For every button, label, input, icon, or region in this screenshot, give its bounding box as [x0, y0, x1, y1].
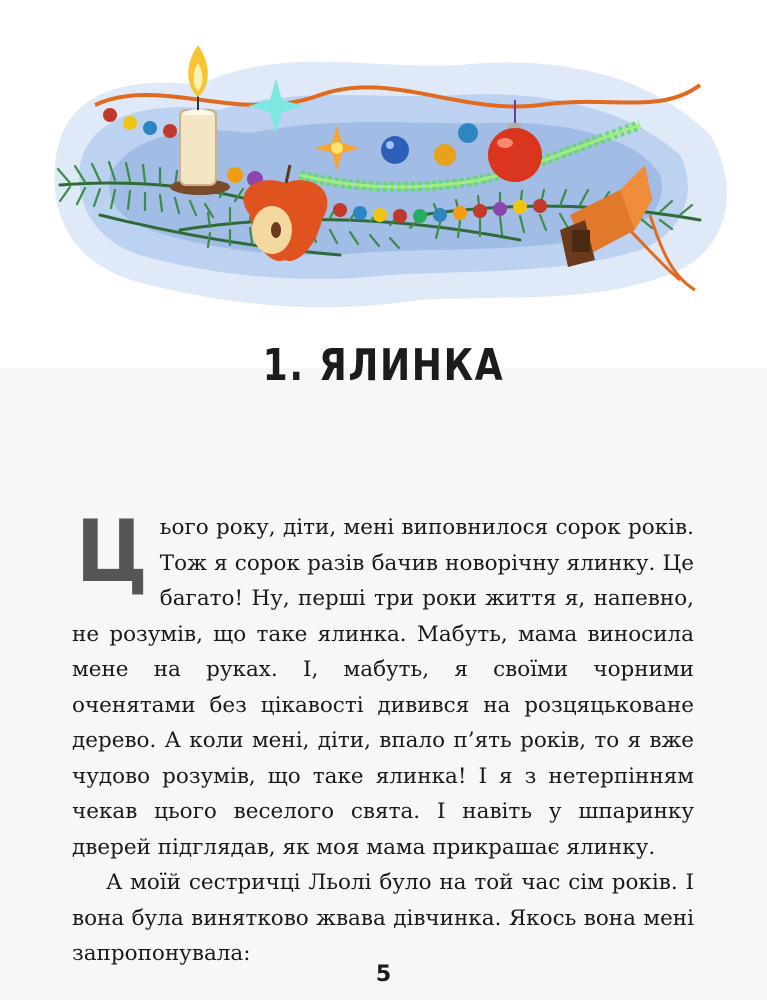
paragraph: А моїй сестричці Льолі було на той час сім років. І вона була винятково жвава дівчинка. Якось вона мені запропонувала:: [72, 870, 694, 966]
drop-cap: Ц: [75, 502, 148, 602]
christmas-garland-illustration: [40, 15, 740, 320]
page-number: 5: [375, 962, 392, 987]
story-text: [72, 502, 694, 972]
paragraph: ього року, діти, мені виповнилося сорок років. Тож я сорок разів бачив новорічну ялинку. Це багато! Ну, перші три роки життя я, напевно, не розумів, що таке ялинка. Мабуть, мама виносила мене на руках. І, мабуть, я своїми чорними оченятами без цікавості дивився на розцяцьковане дерево. А коли мені, діти, впало п’ять років, то я вже чудово розумів, що таке ялинка! І я з нетерпінням чекав цього веселого свята. І навіть у шпаринку дверей підглядав, як моя мама прикрашає ялинку.: [72, 515, 694, 860]
chapter-title: 1. ЯЛИНКА: [262, 340, 505, 391]
